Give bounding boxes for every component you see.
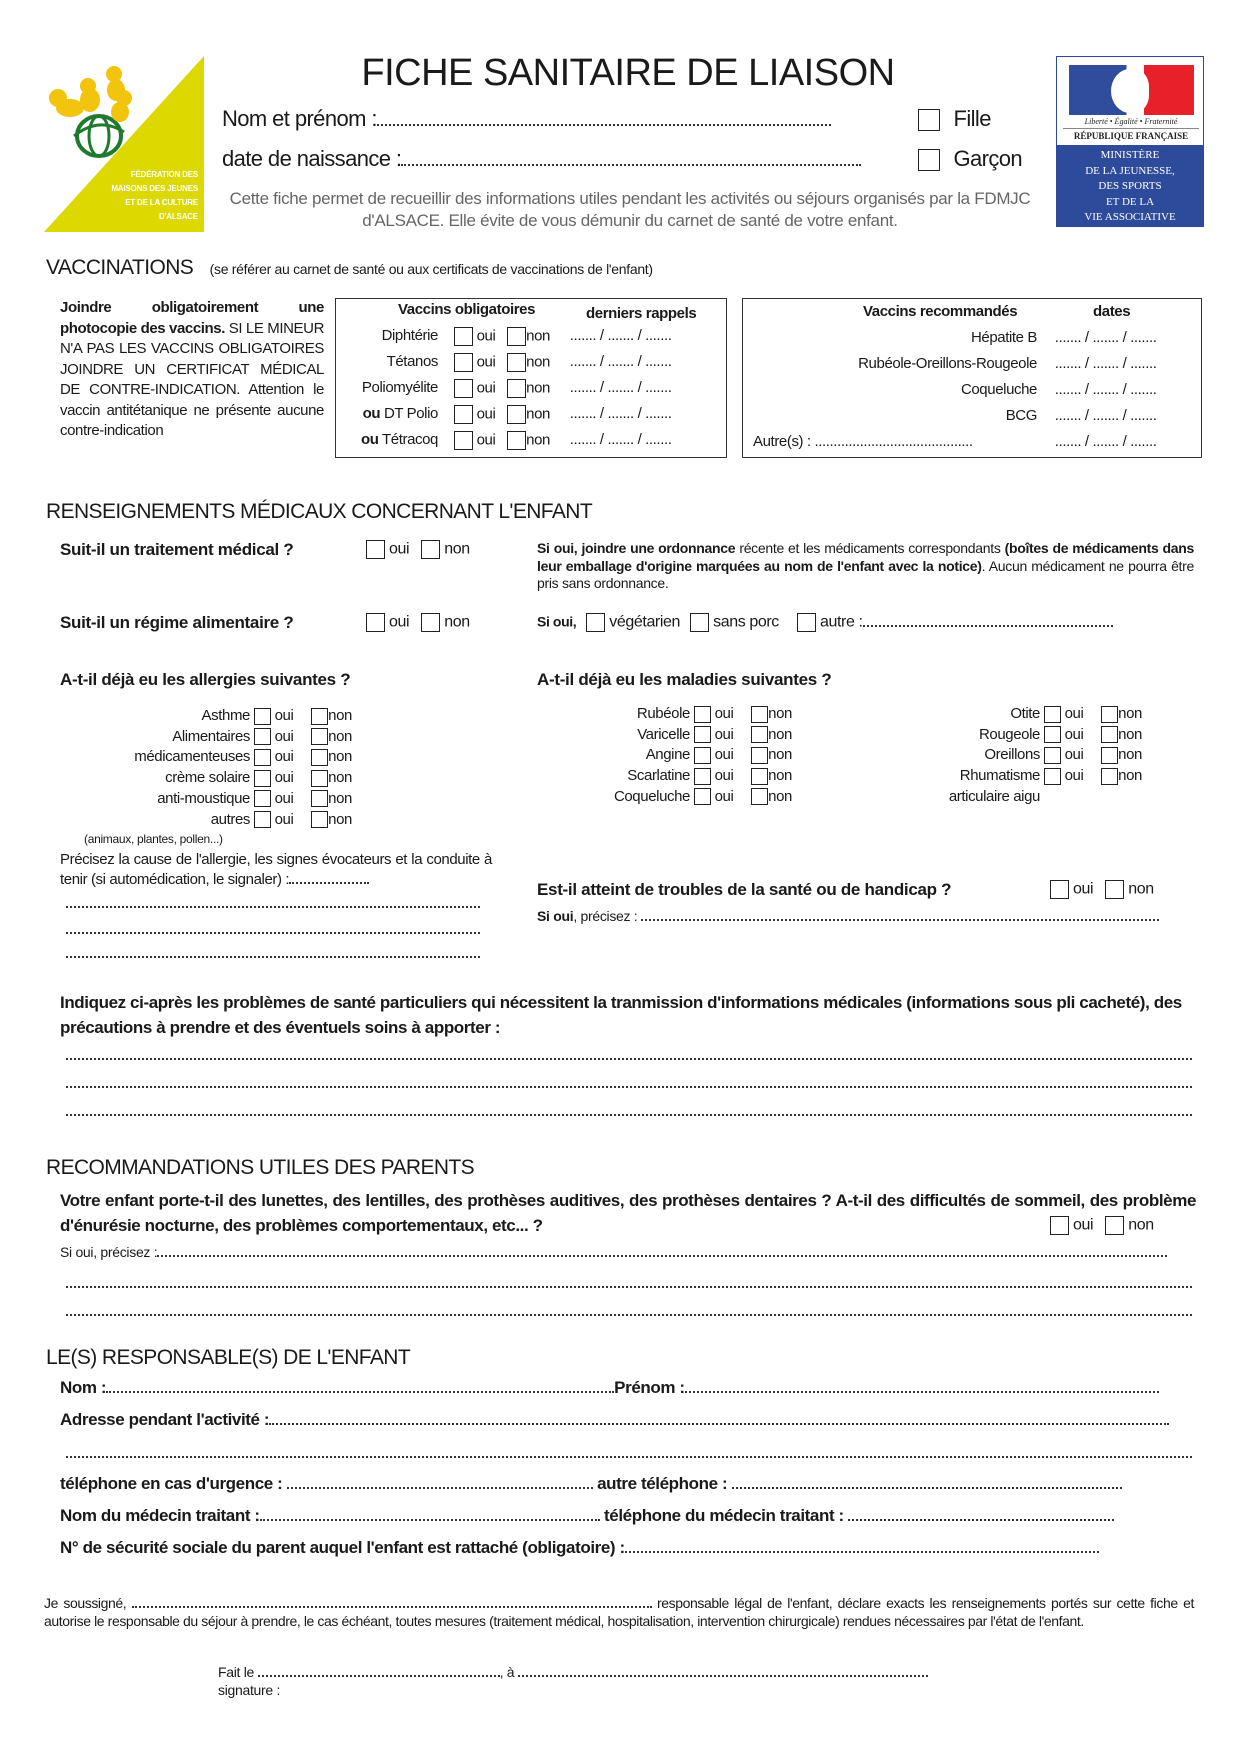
non-label: non	[328, 789, 352, 807]
handicap-non-checkbox[interactable]	[1105, 880, 1124, 899]
non-label: non	[328, 707, 352, 724]
non-label: non	[1118, 767, 1142, 785]
fdmjc-logo-text	[111, 168, 198, 224]
allergy-label: crème solaire	[165, 769, 250, 787]
garcon-checkbox[interactable]	[918, 149, 940, 171]
non-label: non	[768, 746, 792, 764]
allergy-oui-checkbox[interactable]	[254, 811, 271, 828]
nom-label: Nom :	[60, 1378, 107, 1397]
vaccine-row	[336, 353, 726, 372]
recommandations-line[interactable]	[66, 1314, 1192, 1316]
recommended-date-field[interactable]: ....... / ....... / .......	[1054, 329, 1157, 346]
recommandations-oui-checkbox[interactable]	[1050, 1216, 1069, 1235]
telephone-row	[60, 1474, 1122, 1494]
oui-label: oui	[274, 810, 294, 828]
lieu-field[interactable]	[518, 1675, 928, 1677]
recommended-row	[743, 329, 1157, 346]
vaccine-label: Poliomyélite	[361, 379, 438, 397]
oui-label: oui	[1073, 1216, 1094, 1234]
disease-non-checkbox[interactable]	[1101, 768, 1118, 785]
recommended-date-field[interactable]: ....... / ....... / .......	[1054, 407, 1157, 424]
vaccine-non-checkbox[interactable]	[507, 379, 526, 398]
disease-label: Angine	[645, 746, 690, 764]
recommended-row	[743, 355, 1157, 372]
oui-label: oui	[274, 748, 294, 766]
fille-checkbox[interactable]	[918, 109, 940, 131]
vaccine-oui-checkbox[interactable]	[454, 353, 473, 372]
vaccine-non-checkbox[interactable]	[507, 431, 526, 450]
disease-non-checkbox[interactable]	[1101, 706, 1118, 723]
precisez-label: , précisez :	[573, 908, 638, 924]
vaccine-date-field[interactable]: ....... / ....... / .......	[569, 353, 672, 371]
recommandations-options	[1050, 1216, 1154, 1235]
declaration-line: cette fiche et autorise le responsable du séjour à prendre, le cas échéant, toutes mesures (traitement médical, hospitalisation, intervention chirurgicale) rendues nécessaires par l'état de l'enfant.	[44, 1595, 1194, 1629]
fille-label: Fille	[953, 106, 991, 131]
vaccine-oui-checkbox[interactable]	[454, 327, 473, 346]
recommended-date-field[interactable]: ....... / ....... / .......	[1054, 433, 1157, 450]
vaccine-date-field[interactable]: ....... / ....... / .......	[569, 405, 672, 423]
fdmjc-logo	[44, 56, 204, 232]
vaccine-non-checkbox[interactable]	[507, 327, 526, 346]
vaccine-date-field[interactable]: ....... / ....... / .......	[569, 379, 672, 397]
secu-label: N° de sécurité sociale du parent auquel l'enfant est rattaché (obligatoire) :	[60, 1538, 625, 1557]
disease-non-checkbox[interactable]	[751, 747, 768, 764]
treatment-options	[366, 540, 470, 559]
recommended-vaccines-box	[742, 298, 1202, 458]
recommended-date-field[interactable]: ....... / ....... / .......	[1054, 381, 1157, 398]
marianne-flag-icon	[1069, 65, 1194, 115]
diet-oui-checkbox[interactable]	[366, 613, 385, 632]
non-label: non	[768, 705, 792, 722]
disease-row	[880, 787, 1142, 808]
medical-section-title: RENSEIGNEMENTS MÉDICAUX CONCERNANT L'ENFANT	[46, 500, 593, 523]
recommandations-title: RECOMMANDATIONS UTILES DES PARENTS	[46, 1156, 475, 1179]
note-bold: Si oui, joindre une ordonnance	[537, 540, 736, 556]
vaccine-row	[336, 379, 726, 398]
oui-label: oui	[389, 613, 410, 631]
disease-oui-checkbox[interactable]	[1044, 706, 1061, 723]
diet-details	[537, 613, 1113, 632]
allergy-label: autres	[210, 810, 250, 828]
non-label: non	[526, 353, 550, 371]
declaration-text	[44, 1594, 1194, 1630]
disease-oui-checkbox[interactable]	[694, 788, 711, 805]
vaccine-prefix: ou	[360, 431, 379, 449]
particular-line[interactable]	[66, 1114, 1192, 1116]
ministere-text	[1057, 145, 1203, 227]
si-oui-label: Si oui	[537, 908, 574, 924]
si-oui-label: Si oui, précisez :	[60, 1244, 158, 1260]
vaccine-row	[336, 431, 726, 450]
non-label: non	[1128, 1216, 1154, 1234]
oui-label: oui	[714, 767, 734, 785]
vaccine-label: Tétanos	[386, 353, 438, 371]
non-label: non	[1118, 746, 1142, 764]
recommandations-non-checkbox[interactable]	[1105, 1216, 1124, 1235]
declaration-line: responsable légal de l'enfant, déclare exacts les renseignements portés sur	[657, 1595, 1112, 1611]
mandatory-header: Vaccins obligatoires	[398, 301, 536, 318]
allergy-non-checkbox[interactable]	[311, 749, 328, 766]
autre-regime-label: autre :	[820, 613, 863, 631]
oui-label: oui	[714, 725, 734, 743]
adresse-field[interactable]	[269, 1423, 1169, 1425]
handicap-question	[537, 880, 951, 900]
vegetarien-label: végétarien	[609, 613, 681, 631]
treatment-oui-checkbox[interactable]	[366, 540, 385, 559]
note-text: . Aucun médicament ne pourra être pris sans ordonnance.	[537, 557, 1194, 591]
recommandations-field[interactable]	[157, 1255, 1167, 1257]
vaccinations-subtitle: (se référer au carnet de santé ou aux certificats de vaccinations de l'enfant)	[209, 261, 653, 277]
allergy-row	[60, 810, 352, 831]
vaccine-prefix: ou	[362, 405, 381, 423]
allergy-non-checkbox[interactable]	[311, 770, 328, 787]
non-label: non	[1118, 725, 1142, 743]
allergy-row	[60, 747, 352, 768]
autre-regime-checkbox[interactable]	[797, 613, 816, 632]
oui-label: oui	[1064, 767, 1084, 785]
oui-label: oui	[274, 727, 294, 745]
oui-label: oui	[274, 707, 294, 724]
soussigne-field[interactable]	[132, 1606, 652, 1608]
page-title: FICHE SANITAIRE DE LIAISON	[361, 52, 895, 94]
allergy-precise-label: Précisez la cause de l'allergie, les signes évocateurs et la conduite à tenir (si automédication, le signaler) :	[60, 851, 492, 888]
allergy-oui-checkbox[interactable]	[254, 708, 271, 725]
responsable-nom-row	[60, 1378, 1196, 1398]
allergy-line[interactable]	[66, 956, 480, 958]
secu-field[interactable]	[625, 1551, 1099, 1553]
allergy-label: Alimentaires	[172, 727, 250, 745]
non-label: non	[444, 540, 470, 558]
disease-oui-checkbox[interactable]	[694, 726, 711, 743]
si-oui-label: Si oui,	[537, 613, 577, 630]
adresse-label: Adresse pendant l'activité :	[60, 1410, 270, 1429]
vaccine-non-checkbox[interactable]	[507, 405, 526, 424]
oui-label: oui	[714, 787, 734, 805]
medecin-field[interactable]	[260, 1519, 600, 1521]
devise-text: Liberté • Égalité • Fraternité	[1063, 117, 1199, 129]
disease-non-checkbox[interactable]	[751, 726, 768, 743]
oui-label: oui	[714, 746, 734, 764]
vaccine-label: Tétracoq	[378, 431, 438, 449]
oui-label: oui	[274, 769, 294, 787]
other-vaccine-field[interactable]: Autre(s) : ..........................................	[753, 433, 973, 450]
logo-line: MAISONS DES JEUNES	[111, 184, 198, 193]
vaccine-date-field[interactable]: ....... / ....... / .......	[569, 431, 672, 449]
allergy-non-checkbox[interactable]	[311, 790, 328, 807]
diet-options	[366, 613, 470, 632]
tel-medecin-field[interactable]	[848, 1519, 1114, 1521]
allergy-oui-checkbox[interactable]	[254, 790, 271, 807]
oui-label: oui	[389, 540, 410, 558]
a-label: , à	[499, 1664, 515, 1680]
disease-oui-checkbox[interactable]	[694, 706, 711, 723]
oui-label: oui	[1073, 880, 1094, 898]
disease-row	[560, 704, 792, 725]
oui-label: oui	[714, 705, 734, 722]
recommended-label: Hépatite B	[970, 329, 1037, 346]
allergy-row	[60, 789, 352, 810]
dob-label: date de naissance :	[222, 146, 402, 171]
disease-label: Varicelle	[637, 725, 690, 743]
treatment-non-checkbox[interactable]	[421, 540, 440, 559]
disease-row	[880, 704, 1142, 725]
disease-row	[880, 745, 1142, 766]
allergy-non-checkbox[interactable]	[311, 811, 328, 828]
vaccine-label: Diphtérie	[381, 327, 438, 345]
allergies-note: (animaux, plantes, pollen...)	[84, 832, 223, 846]
garcon-label: Garçon	[953, 146, 1023, 171]
tel-medecin-label: téléphone du médecin traitant :	[604, 1506, 844, 1525]
allergy-precise-field[interactable]	[289, 882, 369, 884]
non-label: non	[1118, 705, 1142, 722]
disease-label: Otite	[1010, 705, 1040, 722]
treatment-label: Suit-il un traitement médical ?	[60, 540, 294, 559]
sans-porc-label: sans porc	[713, 613, 779, 631]
adresse-line[interactable]	[66, 1456, 1192, 1458]
disease-label: Coqueluche	[613, 787, 690, 805]
non-label: non	[328, 748, 352, 766]
oui-label: oui	[476, 431, 496, 449]
allergy-row	[60, 768, 352, 789]
allergy-oui-checkbox[interactable]	[254, 728, 271, 745]
recommended-label: Rubéole-Oreillons-Rougeole	[858, 355, 1037, 372]
ministere-line: DE LA JEUNESSE,	[1085, 164, 1175, 177]
treatment-question	[60, 540, 293, 560]
logo-line: FÉDÉRATION DES	[130, 170, 198, 179]
diseases-question: A-t-il déjà eu les maladies suivantes ?	[537, 670, 832, 689]
responsables-title: LE(S) RESPONSABLE(S) DE L'ENFANT	[46, 1346, 411, 1369]
adresse-row	[60, 1410, 1169, 1430]
ministere-line: VIE ASSOCIATIVE	[1084, 211, 1176, 223]
logo-line: ET DE LA CULTURE	[125, 198, 198, 207]
vaccine-row	[336, 405, 726, 424]
recommandations-question: Votre enfant porte-t-il des lunettes, des lentilles, des prothèses auditives, des prothèses dentaires ? A-t-il des difficultés de sommeil, des problème d'énurésie nocturne, des problèmes comportementaux, etc... ?	[60, 1191, 1196, 1235]
diet-question	[60, 613, 293, 633]
non-label: non	[328, 769, 352, 787]
allergy-oui-checkbox[interactable]	[254, 770, 271, 787]
autre-regime-field[interactable]	[863, 625, 1113, 627]
medecin-label: Nom du médecin traitant :	[60, 1506, 260, 1525]
particular-line[interactable]	[66, 1058, 1192, 1060]
sans-porc-checkbox[interactable]	[690, 613, 709, 632]
vaccination-note-rest: SI LE MINEUR N'A PAS LES VACCINS OBLIGATOIRES JOINDRE UN CERTIFICAT MÉDICAL DE CONTRE-INDICATION. Attention le vaccin antitétanique ne présente aucune contre-indication	[60, 319, 325, 439]
ministere-line: ET DE LA	[1105, 195, 1155, 208]
allergy-row	[60, 727, 352, 748]
disease-oui-checkbox[interactable]	[1044, 768, 1061, 785]
diseases-right-list	[880, 704, 1142, 808]
garcon-option[interactable]	[918, 146, 1022, 172]
disease-row	[560, 725, 792, 746]
nom-prenom-label: Nom et prénom :	[222, 106, 377, 131]
handicap-precise	[537, 908, 1159, 924]
vaccinations-title: VACCINATIONS	[46, 256, 194, 279]
fait-le-label: Fait le	[218, 1664, 255, 1680]
mandatory-vaccines-box	[335, 298, 727, 458]
non-label: non	[526, 379, 550, 397]
vaccine-date-field[interactable]: ....... / ....... / .......	[569, 327, 672, 345]
disease-row	[560, 766, 792, 787]
vaccine-row	[336, 327, 726, 346]
recommended-label: BCG	[1005, 407, 1037, 424]
autre-tel-field[interactable]	[732, 1487, 1122, 1489]
vaccine-oui-checkbox[interactable]	[454, 379, 473, 398]
disease-label: Rubéole	[636, 705, 690, 722]
disease-row	[880, 766, 1142, 787]
disease-label: Rougeole	[978, 725, 1040, 743]
non-label: non	[328, 810, 352, 828]
non-label: non	[526, 405, 550, 423]
allergy-row	[60, 706, 352, 727]
disease-oui-checkbox[interactable]	[694, 747, 711, 764]
recommended-date-field[interactable]: ....... / ....... / .......	[1054, 355, 1157, 372]
non-label: non	[444, 613, 470, 631]
diet-non-checkbox[interactable]	[421, 613, 440, 632]
recommended-header: Vaccins recommandés	[863, 303, 1018, 320]
vaccine-oui-checkbox[interactable]	[454, 405, 473, 424]
vaccine-label: DT Polio	[380, 405, 438, 423]
disease-non-checkbox[interactable]	[1101, 747, 1118, 764]
disease-oui-checkbox[interactable]	[1044, 747, 1061, 764]
non-label: non	[768, 767, 792, 785]
oui-label: oui	[476, 327, 496, 345]
republique-text: RÉPUBLIQUE FRANÇAISE	[1073, 131, 1189, 141]
fait-le-row	[218, 1664, 928, 1680]
tel-urgence-label: téléphone en cas d'urgence :	[60, 1474, 283, 1493]
fait-le-field[interactable]	[258, 1675, 500, 1677]
disease-non-checkbox[interactable]	[751, 788, 768, 805]
recommandations-precise	[60, 1244, 1167, 1260]
children-globe-icon	[44, 56, 154, 166]
disease-label: Scarlatine	[627, 767, 690, 785]
secu-row	[60, 1538, 1099, 1558]
disease-label: articulaire aigu	[948, 787, 1040, 805]
allergy-precise	[60, 850, 492, 890]
diet-label: Suit-il un régime alimentaire ?	[60, 613, 294, 632]
treatment-note	[537, 540, 1194, 593]
diseases-left-list	[560, 704, 792, 808]
oui-label: oui	[476, 353, 496, 371]
allergy-non-checkbox[interactable]	[311, 708, 328, 725]
allergies-question: A-t-il déjà eu les allergies suivantes ?	[60, 670, 351, 689]
recommandations-line[interactable]	[66, 1286, 1192, 1288]
disease-non-checkbox[interactable]	[1101, 726, 1118, 743]
recommended-label: Coqueluche	[960, 381, 1037, 398]
handicap-options	[1050, 880, 1154, 899]
dob-field[interactable]	[222, 146, 861, 172]
disease-row	[880, 725, 1142, 746]
signature-area[interactable]	[218, 1700, 718, 1740]
disease-oui-checkbox[interactable]	[1044, 726, 1061, 743]
disease-non-checkbox[interactable]	[751, 706, 768, 723]
note-text: récente et les médicaments correspondants	[735, 540, 1005, 556]
recommended-dates-header: dates	[1093, 303, 1131, 320]
non-label: non	[526, 431, 550, 449]
allergy-label: médicamenteuses	[134, 748, 250, 766]
je-soussigne-label: Je soussigné,	[44, 1595, 127, 1611]
allergy-label: anti-moustique	[157, 789, 250, 807]
allergies-list	[60, 706, 352, 830]
recommended-other-row	[753, 433, 1157, 450]
recommended-row	[743, 407, 1157, 424]
medecin-row	[60, 1506, 1114, 1526]
prenom-field[interactable]	[685, 1391, 1159, 1393]
handicap-oui-checkbox[interactable]	[1050, 880, 1069, 899]
mandatory-dates-header: derniers rappels	[586, 305, 697, 322]
vegetarien-checkbox[interactable]	[586, 613, 605, 632]
disease-row	[560, 787, 792, 808]
recommended-row	[743, 381, 1157, 398]
nom-prenom-field[interactable]	[222, 106, 831, 132]
non-label: non	[526, 327, 550, 345]
signature-label: signature :	[218, 1682, 281, 1698]
vaccination-note	[60, 298, 324, 442]
oui-label: oui	[476, 405, 496, 423]
particular-health-text: Indiquez ci-après les problèmes de santé particuliers qui nécessitent la tranmission d'informations médicales (informations sous pli cacheté), des précautions à prendre et des éventuels soins à apporter :	[60, 993, 1182, 1037]
vaccinations-heading	[46, 256, 653, 280]
allergy-oui-checkbox[interactable]	[254, 749, 271, 766]
allergy-line[interactable]	[66, 932, 480, 934]
disease-oui-checkbox[interactable]	[694, 768, 711, 785]
ministere-line: MINISTÈRE	[1100, 149, 1160, 161]
non-label: non	[1128, 880, 1154, 898]
vaccine-non-checkbox[interactable]	[507, 353, 526, 372]
disease-label: Rhumatisme	[959, 767, 1040, 785]
ministere-logo	[1056, 56, 1204, 227]
allergy-non-checkbox[interactable]	[311, 728, 328, 745]
oui-label: oui	[1064, 705, 1084, 722]
handicap-label: Est-il atteint de troubles de la santé ou de handicap ?	[537, 880, 952, 899]
vaccine-oui-checkbox[interactable]	[454, 431, 473, 450]
oui-label: oui	[274, 789, 294, 807]
fille-option[interactable]	[918, 106, 991, 132]
oui-label: oui	[1064, 725, 1084, 743]
prenom-label: Prénom :	[614, 1378, 685, 1397]
disease-row	[560, 745, 792, 766]
logo-line: D'ALSACE	[159, 212, 198, 221]
non-label: non	[768, 787, 792, 805]
intro-text: Cette fiche permet de recueillir des informations utiles pendant les activités ou séjours organisés par la FDMJC d'ALSACE. Elle évite de vous démunir du carnet de santé de votre enfant.	[229, 189, 1031, 230]
non-label: non	[328, 727, 352, 745]
allergy-label: Asthme	[201, 707, 250, 724]
handicap-precise-field[interactable]	[641, 919, 1159, 921]
tel-urgence-field[interactable]	[287, 1487, 593, 1489]
disease-label: Oreillons	[984, 746, 1040, 764]
allergy-line[interactable]	[66, 906, 480, 908]
vaccination-note-bold: Joindre obligatoirement une photocopie des vaccins.	[60, 299, 324, 337]
particular-line[interactable]	[66, 1086, 1192, 1088]
autre-tel-label: autre téléphone :	[597, 1474, 728, 1493]
nom-field[interactable]	[106, 1391, 614, 1393]
ministere-line: DES SPORTS	[1098, 180, 1162, 192]
oui-label: oui	[1064, 746, 1084, 764]
oui-label: oui	[476, 379, 496, 397]
disease-non-checkbox[interactable]	[751, 768, 768, 785]
note-bold: (boîtes de médicaments dans leur emballage d'origine marquées au nom de l'enfant avec la notice)	[537, 540, 1194, 574]
non-label: non	[768, 725, 792, 743]
